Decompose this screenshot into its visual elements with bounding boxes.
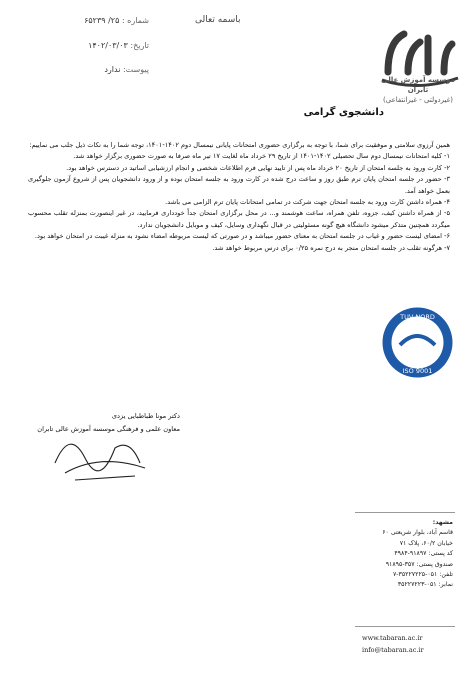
tuv-nord-iso-seal	[380, 305, 455, 380]
email-link[interactable]: info@tabaran.ac.ir	[362, 646, 424, 654]
body-paragraph: ۲- کارت ورود به جلسه امتحان از تاریخ ۲۰ خرداد ماه پس از تایید نهایی فرم اطلاعات شخصی و انجام ارزشیابی اساتید در دسترس خواهد بود.	[66, 163, 450, 172]
signatory-name: دکتر مونا طباطبایی یزدی	[111, 412, 180, 420]
body-paragraph: همین آرزوی سلامتی و موفقیت برای شما، با توجه به برگزاری حضوری امتحانات پایانی نیمسال دوم ۱۴۰۲-۱۴۰۱، توجه شما را به نکات ذیل جلب می نماییم:	[29, 141, 450, 149]
institution-name: موسسه آموزش عالی تابران (غیردولتی - غیرانتفاعی)	[381, 76, 455, 104]
tuv-brand-text: TUV NORD	[400, 313, 435, 321]
letter-number: شماره : ۲۵/ ۶۵۲۳۹	[84, 16, 149, 25]
letter-date: تاریخ: ۱۴۰۲/۰۳/۰۳	[88, 41, 149, 50]
body-paragraph: ۵- از همراه داشتن کیف، جزوه، تلفن همراه، ساعت هوشمند و... در محل برگزاری امتحان جداً خودداری فرمایید، در غیر اینصورت بمنزله تقلب محسوب میگردد همچنین متذکر میشود دانشگاه هیچ گونه مسئولیتی در قبال نگهداری وسایل، کیف و موبایل دانشجویان ندارد.	[28, 209, 450, 229]
body-paragraph: ۷- هرگونه تقلب در جلسه امتحان منجر به درج نمره ۰/۲۵ برای درس مربوط خواهد شد.	[212, 243, 450, 252]
letter-salutation: دانشجوی گرامی	[303, 107, 384, 118]
web-block	[362, 632, 424, 656]
body-paragraph: ۱- کلیه امتحانات نیمسال دوم سال تحصیلی ۱۴۰۲-۱۴۰۱ از تاریخ ۲۹ خرداد ماه لغایت ۱۷ تیر ماه صرفا به صورت حضوری برگزار خواهد شد.	[73, 152, 450, 161]
body-paragraph: ۴- همراه داشتن کارت ورود به جلسه امتحان جهت شرکت در تمامی امتحانات پایان ترم الزامی می باشد.	[165, 198, 450, 207]
iso-standard-text: ISO 9001	[402, 367, 433, 375]
letter-attachment: پیوست: ندارد	[104, 65, 149, 74]
basmala: باسمه تعالی	[195, 15, 241, 25]
contact-block: مشهد: قاسم آباد، بلوار شریعتی ۶۰ خیابان ۶۰/۲، پلاک ۷۱ کد پستی: ۹۱۸۹۷-۴۹۸۴ صندوق پستی: ۳۵۷-۹۱۸۹۵ تلفن: ۰۵۱-۳۵۲۲۷۲۲۵-۷ نمابر: ۰۵۱-۳۵۲۲۷۲۲۳	[382, 519, 453, 589]
contact-divider	[355, 512, 455, 513]
website-link[interactable]: www.tabaran.ac.ir	[362, 634, 423, 642]
tabaran-logo	[374, 20, 462, 120]
handwritten-signature	[45, 418, 155, 488]
letter-body	[28, 140, 450, 254]
body-paragraph: ۳- حضور در جلسه امتحان پایان ترم طبق روز و ساعت درج شده در کارت ورود به جلسه امتحان بوده و از ورود دانشجویان پس از شروع آزمون جلوگیری بعمل خواهد آمد.	[28, 175, 450, 195]
web-divider	[355, 626, 455, 627]
signatory-role: معاون علمی و فرهنگی موسسه آموزش عالی تابران	[37, 425, 180, 433]
body-paragraph: ۶- امضای لیست حضور و غیاب در جلسه امتحان به معنای حضور میباشد و در صورتی که لیست مربوطه امضاء نشود به منزله غیبت در امتحان خواهد بود.	[34, 232, 450, 241]
